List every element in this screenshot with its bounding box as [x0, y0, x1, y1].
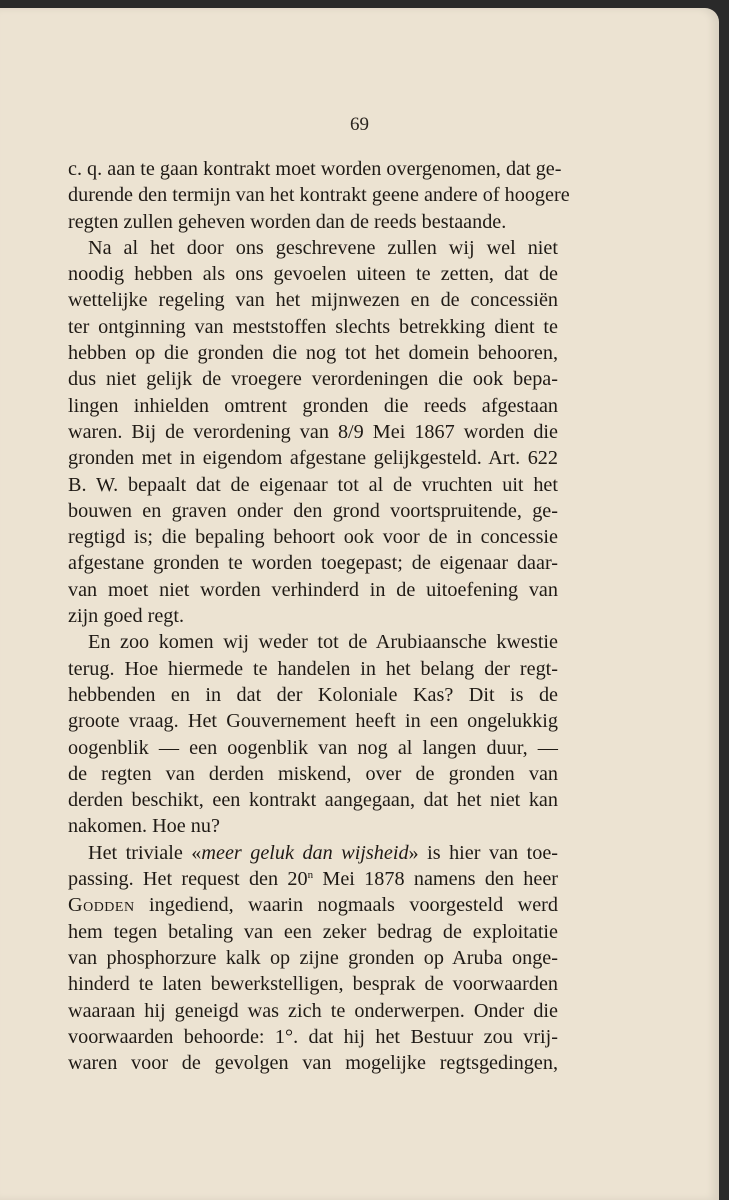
text-segment: passing. Het request den 20 — [68, 868, 308, 891]
text-line: terug. Hoe hiermede te handelen in het belang der regt- — [68, 657, 558, 680]
text-line: zijn goed regt. — [68, 605, 185, 628]
text-segment: » is hier van toe- — [408, 841, 558, 864]
text-line: hebbenden en in dat der Koloniale Kas? Dit is de — [68, 683, 558, 706]
text-line: hebben op die gronden die nog tot het domein behooren, — [68, 342, 558, 365]
text-segment: ingediend, waarin nogmaals voorgesteld werd — [134, 894, 558, 917]
text-line: afgestane gronden te worden toegepast; de eigenaar daar- — [68, 552, 558, 575]
text-line-date — [68, 866, 558, 892]
text-line-quote — [68, 840, 558, 866]
text-line: voorwaarden behoorde: 1°. dat hij het Bestuur zou vrij- — [68, 1025, 558, 1048]
text-line: nakomen. Hoe nu? — [68, 815, 220, 838]
text-line: oogenblik — een oogenblik van nog al langen duur, — — [68, 736, 558, 759]
text-line: waren. Bij de verordening van 8/9 Mei 1867 worden die — [68, 420, 558, 443]
text-line: de regten van derden miskend, over de gronden van — [68, 762, 558, 785]
book-page — [0, 8, 719, 1200]
text-line: van moet niet worden verhinderd in de uitoefening van — [68, 578, 558, 601]
text-line: B. W. bepaalt dat de eigenaar tot al de vruchten uit het — [68, 473, 558, 496]
text-line: derden beschikt, een kontrakt aangegaan, dat het niet kan — [68, 789, 558, 812]
text-line: hem tegen betaling van een zeker bedrag de exploitatie — [68, 920, 558, 943]
text-line: Na al het door ons geschrevene zullen wij wel niet — [88, 236, 558, 259]
ordinal-superscript: n — [307, 869, 314, 882]
text-line: wettelijke regeling van het mijnwezen en de concessiën — [68, 289, 558, 312]
text-line: hinderd te laten bewerkstelligen, besprak de voorwaarden — [68, 973, 558, 996]
text-line: waaraan hij geneigd was zich te onderwerpen. Onder die — [68, 999, 558, 1022]
text-line: lingen inhielden omtrent gronden die reeds afgestaan — [68, 394, 558, 417]
text-line: groote vraag. Het Gouvernement heeft in een ongelukkig — [68, 710, 558, 733]
text-line: regtigd is; die bepaling behoort ook voor de in concessie — [68, 526, 558, 549]
text-segment: Mei 1878 namens den heer — [313, 868, 558, 891]
body-text — [68, 156, 570, 1076]
text-line: c. q. aan te gaan kontrakt moet worden overgenomen, dat ge- — [68, 158, 562, 180]
text-line: gronden met in eigendom afgestane gelijkgesteld. Art. 622 — [68, 447, 558, 470]
text-line: dus niet gelijk de vroegere verordeningen die ook bepa- — [68, 368, 558, 391]
text-line: bouwen en graven onder den grond voortspruitende, ge- — [68, 499, 558, 522]
italic-quote: meer geluk dan wijsheid — [201, 841, 409, 864]
page-number: 69 — [350, 114, 369, 135]
text-line: ter ontginning van meststoffen slechts betrekking dient te — [68, 315, 558, 338]
text-segment: Het triviale « — [88, 841, 202, 864]
text-line-name — [68, 892, 558, 918]
text-line: regten zullen geheven worden dan de reeds bestaande. — [68, 210, 507, 233]
text-line: waren voor de gevolgen van mogelijke regtsgedingen, — [68, 1052, 558, 1075]
text-line: En zoo komen wij weder tot de Arubiaansche kwestie — [88, 631, 558, 654]
text-line: noodig hebben als ons gevoelen uiteen te zetten, dat de — [68, 263, 558, 286]
text-line: van phosphorzure kalk op zijne gronden op Aruba onge- — [68, 946, 558, 969]
text-line: durende den termijn van het kontrakt geene andere of hoogere — [68, 184, 570, 207]
person-name: Godden — [68, 894, 135, 917]
